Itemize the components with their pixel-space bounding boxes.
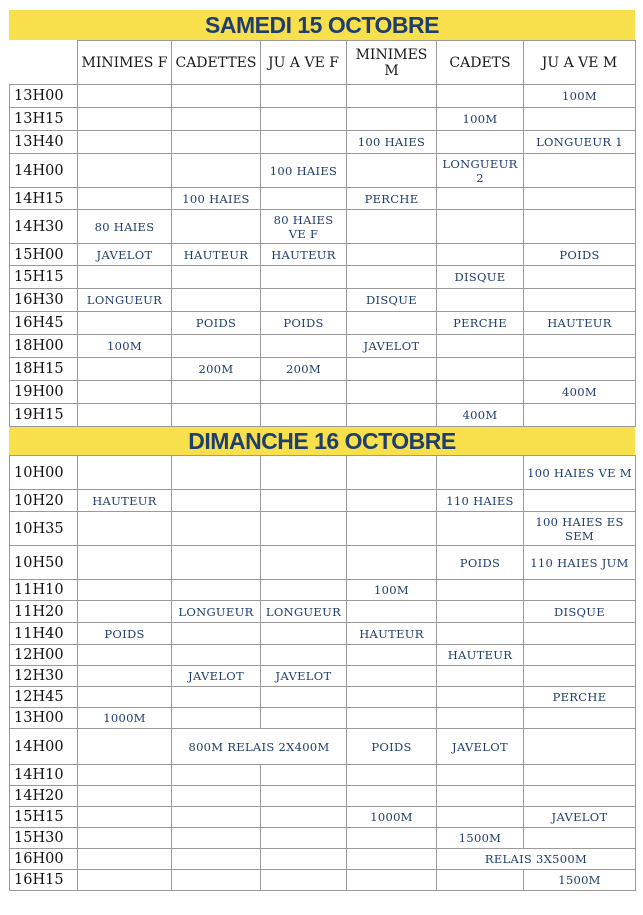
empty-cell <box>78 358 172 381</box>
schedule-table-saturday <box>9 40 636 427</box>
empty-cell <box>437 381 524 404</box>
empty-cell <box>261 828 347 849</box>
column-header: CADETS <box>437 41 524 85</box>
time-slot: 16H45 <box>10 312 78 335</box>
event-cell: 100M <box>437 108 524 131</box>
day-title-sunday: DIMANCHE 16 OCTOBRE <box>9 427 635 455</box>
event-cell: POIDS <box>347 729 437 765</box>
empty-cell <box>172 645 261 666</box>
table-row <box>10 601 636 623</box>
time-slot: 15H00 <box>10 244 78 266</box>
empty-cell <box>172 623 261 645</box>
empty-cell <box>172 131 261 154</box>
empty-cell <box>437 666 524 687</box>
table-row <box>10 131 636 154</box>
table-row <box>10 666 636 687</box>
empty-cell <box>172 807 261 828</box>
event-cell: 400M <box>524 381 636 404</box>
table-row <box>10 580 636 601</box>
empty-cell <box>347 687 437 708</box>
empty-cell <box>261 456 347 490</box>
empty-cell <box>261 786 347 807</box>
empty-cell <box>437 131 524 154</box>
schedule-table-sunday <box>9 455 636 891</box>
empty-cell <box>347 645 437 666</box>
empty-cell <box>437 870 524 891</box>
event-cell: 100M <box>78 335 172 358</box>
empty-cell <box>78 266 172 289</box>
table-row <box>10 404 636 427</box>
column-header: MINIMES M <box>347 41 437 85</box>
empty-cell <box>261 85 347 108</box>
empty-cell <box>437 601 524 623</box>
event-cell: JAVELOT <box>347 335 437 358</box>
empty-cell <box>347 381 437 404</box>
empty-cell <box>261 266 347 289</box>
event-cell: 200M <box>172 358 261 381</box>
empty-cell <box>437 807 524 828</box>
table-row <box>10 828 636 849</box>
empty-cell <box>172 512 261 546</box>
empty-cell <box>261 381 347 404</box>
time-slot: 12H30 <box>10 666 78 687</box>
table-row <box>10 623 636 645</box>
empty-cell <box>172 849 261 870</box>
empty-cell <box>172 289 261 312</box>
empty-cell <box>78 729 172 765</box>
empty-cell <box>78 188 172 210</box>
time-slot: 15H30 <box>10 828 78 849</box>
empty-cell <box>347 312 437 335</box>
event-cell: 100 HAIES ES SEM <box>524 512 636 546</box>
empty-cell <box>437 708 524 729</box>
empty-cell <box>347 546 437 580</box>
table-row <box>10 708 636 729</box>
empty-cell <box>172 210 261 244</box>
table-row <box>10 687 636 708</box>
event-cell: HAUTEUR <box>524 312 636 335</box>
table-row <box>10 266 636 289</box>
table-row <box>10 786 636 807</box>
time-slot: 16H00 <box>10 849 78 870</box>
empty-cell <box>261 108 347 131</box>
column-header: CADETTES <box>172 41 261 85</box>
time-slot: 15H15 <box>10 807 78 828</box>
time-slot: 11H10 <box>10 580 78 601</box>
empty-cell <box>78 870 172 891</box>
empty-cell <box>261 289 347 312</box>
empty-cell <box>524 623 636 645</box>
empty-cell <box>261 849 347 870</box>
empty-cell <box>78 312 172 335</box>
empty-cell <box>347 666 437 687</box>
empty-cell <box>347 765 437 786</box>
table-row <box>10 210 636 244</box>
empty-cell <box>437 289 524 312</box>
empty-cell <box>524 404 636 427</box>
empty-cell <box>524 828 636 849</box>
empty-cell <box>524 729 636 765</box>
time-slot: 10H00 <box>10 456 78 490</box>
table-row <box>10 807 636 828</box>
event-cell: DISQUE <box>437 266 524 289</box>
empty-cell <box>78 456 172 490</box>
empty-cell <box>437 210 524 244</box>
empty-cell <box>261 708 347 729</box>
event-cell: POIDS <box>261 312 347 335</box>
event-cell: 400M <box>437 404 524 427</box>
table-row <box>10 85 636 108</box>
time-slot: 14H00 <box>10 154 78 188</box>
empty-cell <box>347 512 437 546</box>
empty-cell <box>261 687 347 708</box>
empty-cell <box>347 358 437 381</box>
time-slot: 10H20 <box>10 490 78 512</box>
time-slot: 14H30 <box>10 210 78 244</box>
empty-cell <box>437 512 524 546</box>
empty-cell <box>347 210 437 244</box>
event-cell: JAVELOT <box>261 666 347 687</box>
empty-cell <box>347 870 437 891</box>
table-row <box>10 108 636 131</box>
time-slot: 12H00 <box>10 645 78 666</box>
empty-cell <box>78 645 172 666</box>
table-row <box>10 358 636 381</box>
column-header: JU A VE F <box>261 41 347 85</box>
empty-cell <box>172 266 261 289</box>
empty-cell <box>347 244 437 266</box>
empty-cell <box>347 849 437 870</box>
empty-cell <box>172 404 261 427</box>
empty-cell <box>261 623 347 645</box>
empty-cell <box>524 666 636 687</box>
empty-cell <box>172 765 261 786</box>
time-slot: 13H00 <box>10 708 78 729</box>
empty-cell <box>347 601 437 623</box>
empty-cell <box>172 786 261 807</box>
empty-cell <box>172 546 261 580</box>
empty-cell <box>172 828 261 849</box>
schedule-sheet <box>9 10 635 891</box>
empty-cell <box>78 666 172 687</box>
table-row <box>10 546 636 580</box>
time-slot: 14H20 <box>10 786 78 807</box>
time-slot: 11H40 <box>10 623 78 645</box>
empty-cell <box>437 358 524 381</box>
empty-cell <box>437 687 524 708</box>
event-cell: 110 HAIES JUM <box>524 546 636 580</box>
time-slot: 13H15 <box>10 108 78 131</box>
empty-cell <box>437 456 524 490</box>
empty-cell <box>347 108 437 131</box>
empty-cell <box>78 807 172 828</box>
empty-cell <box>172 580 261 601</box>
event-cell: JAVELOT <box>78 244 172 266</box>
empty-cell <box>78 786 172 807</box>
empty-cell <box>78 85 172 108</box>
event-cell: 100 HAIES <box>261 154 347 188</box>
event-cell: PERCHE <box>437 312 524 335</box>
empty-cell <box>347 85 437 108</box>
empty-cell <box>78 765 172 786</box>
empty-cell <box>524 358 636 381</box>
time-slot: 16H30 <box>10 289 78 312</box>
empty-cell <box>524 335 636 358</box>
empty-cell <box>347 266 437 289</box>
empty-cell <box>78 108 172 131</box>
empty-cell <box>78 849 172 870</box>
empty-cell <box>78 580 172 601</box>
empty-cell <box>261 404 347 427</box>
event-cell: POIDS <box>437 546 524 580</box>
event-cell: PERCHE <box>347 188 437 210</box>
empty-cell <box>524 108 636 131</box>
event-cell: HAUTEUR <box>78 490 172 512</box>
table-row <box>10 765 636 786</box>
empty-cell <box>172 490 261 512</box>
table-row <box>10 456 636 490</box>
empty-cell <box>261 580 347 601</box>
event-cell: POIDS <box>524 244 636 266</box>
empty-cell <box>524 708 636 729</box>
event-cell: HAUTEUR <box>172 244 261 266</box>
event-cell: DISQUE <box>347 289 437 312</box>
empty-cell <box>524 490 636 512</box>
time-slot: 18H00 <box>10 335 78 358</box>
empty-cell <box>172 456 261 490</box>
empty-cell <box>437 85 524 108</box>
event-cell: LONGUEUR <box>78 289 172 312</box>
time-slot: 13H00 <box>10 85 78 108</box>
empty-cell <box>78 131 172 154</box>
empty-cell <box>78 512 172 546</box>
time-slot: 14H00 <box>10 729 78 765</box>
event-cell: LONGUEUR 1 <box>524 131 636 154</box>
table-row <box>10 645 636 666</box>
table-row <box>10 335 636 358</box>
header-row <box>10 41 636 85</box>
event-cell: 1000M <box>347 807 437 828</box>
time-slot: 16H15 <box>10 870 78 891</box>
empty-cell <box>437 244 524 266</box>
table-row <box>10 512 636 546</box>
event-cell: 100 HAIES <box>172 188 261 210</box>
event-cell: POIDS <box>78 623 172 645</box>
table-row <box>10 870 636 891</box>
event-cell: 80 HAIES VE F <box>261 210 347 244</box>
event-cell: JAVELOT <box>437 729 524 765</box>
header-corner <box>10 41 78 85</box>
empty-cell <box>78 381 172 404</box>
empty-cell <box>347 786 437 807</box>
empty-cell <box>437 765 524 786</box>
time-slot: 18H15 <box>10 358 78 381</box>
table-row <box>10 490 636 512</box>
column-header: JU A VE M <box>524 41 636 85</box>
empty-cell <box>261 188 347 210</box>
event-cell: JAVELOT <box>524 807 636 828</box>
time-slot: 11H20 <box>10 601 78 623</box>
table-row <box>10 729 636 765</box>
empty-cell <box>437 188 524 210</box>
empty-cell <box>78 404 172 427</box>
event-cell: 100 HAIES VE M <box>524 456 636 490</box>
event-cell: HAUTEUR <box>437 645 524 666</box>
event-cell: 100 HAIES <box>347 131 437 154</box>
event-cell: 200M <box>261 358 347 381</box>
column-header: MINIMES F <box>78 41 172 85</box>
event-cell: POIDS <box>172 312 261 335</box>
time-slot: 13H40 <box>10 131 78 154</box>
time-slot: 12H45 <box>10 687 78 708</box>
empty-cell <box>347 708 437 729</box>
empty-cell <box>261 870 347 891</box>
empty-cell <box>261 807 347 828</box>
empty-cell <box>172 870 261 891</box>
empty-cell <box>172 85 261 108</box>
table-row <box>10 849 636 870</box>
time-slot: 15H15 <box>10 266 78 289</box>
event-cell: 1500M <box>524 870 636 891</box>
empty-cell <box>524 786 636 807</box>
time-slot: 14H10 <box>10 765 78 786</box>
table-row <box>10 188 636 210</box>
empty-cell <box>437 580 524 601</box>
event-cell: RELAIS 3X500M <box>437 849 636 870</box>
empty-cell <box>261 765 347 786</box>
empty-cell <box>524 154 636 188</box>
time-slot: 19H15 <box>10 404 78 427</box>
event-cell: PERCHE <box>524 687 636 708</box>
event-cell: 1500M <box>437 828 524 849</box>
empty-cell <box>172 108 261 131</box>
empty-cell <box>347 490 437 512</box>
empty-cell <box>261 131 347 154</box>
empty-cell <box>524 765 636 786</box>
time-slot: 10H35 <box>10 512 78 546</box>
empty-cell <box>524 645 636 666</box>
empty-cell <box>172 708 261 729</box>
event-cell: 110 HAIES <box>437 490 524 512</box>
event-cell: DISQUE <box>524 601 636 623</box>
event-cell: LONGUEUR <box>261 601 347 623</box>
empty-cell <box>347 154 437 188</box>
event-cell: JAVELOT <box>172 666 261 687</box>
empty-cell <box>437 623 524 645</box>
event-cell: 1000M <box>78 708 172 729</box>
table-row <box>10 244 636 266</box>
empty-cell <box>524 188 636 210</box>
empty-cell <box>261 512 347 546</box>
empty-cell <box>261 335 347 358</box>
time-slot: 14H15 <box>10 188 78 210</box>
empty-cell <box>78 828 172 849</box>
table-row <box>10 312 636 335</box>
empty-cell <box>437 786 524 807</box>
empty-cell <box>261 490 347 512</box>
empty-cell <box>78 601 172 623</box>
time-slot: 10H50 <box>10 546 78 580</box>
empty-cell <box>78 546 172 580</box>
event-cell: 100M <box>347 580 437 601</box>
empty-cell <box>524 580 636 601</box>
event-cell: LONGUEUR <box>172 601 261 623</box>
empty-cell <box>524 266 636 289</box>
empty-cell <box>347 404 437 427</box>
empty-cell <box>524 289 636 312</box>
event-cell: LONGUEUR 2 <box>437 154 524 188</box>
empty-cell <box>78 687 172 708</box>
table-row <box>10 289 636 312</box>
event-cell: HAUTEUR <box>261 244 347 266</box>
empty-cell <box>437 335 524 358</box>
empty-cell <box>172 154 261 188</box>
empty-cell <box>172 335 261 358</box>
empty-cell <box>172 687 261 708</box>
table-row <box>10 154 636 188</box>
event-cell: 800M RELAIS 2X400M <box>172 729 347 765</box>
event-cell: HAUTEUR <box>347 623 437 645</box>
empty-cell <box>261 645 347 666</box>
empty-cell <box>347 828 437 849</box>
table-row <box>10 381 636 404</box>
event-cell: 100M <box>524 85 636 108</box>
event-cell: 80 HAIES <box>78 210 172 244</box>
empty-cell <box>261 546 347 580</box>
empty-cell <box>78 154 172 188</box>
empty-cell <box>524 210 636 244</box>
empty-cell <box>347 456 437 490</box>
time-slot: 19H00 <box>10 381 78 404</box>
day-title-saturday: SAMEDI 15 OCTOBRE <box>9 10 635 40</box>
empty-cell <box>172 381 261 404</box>
